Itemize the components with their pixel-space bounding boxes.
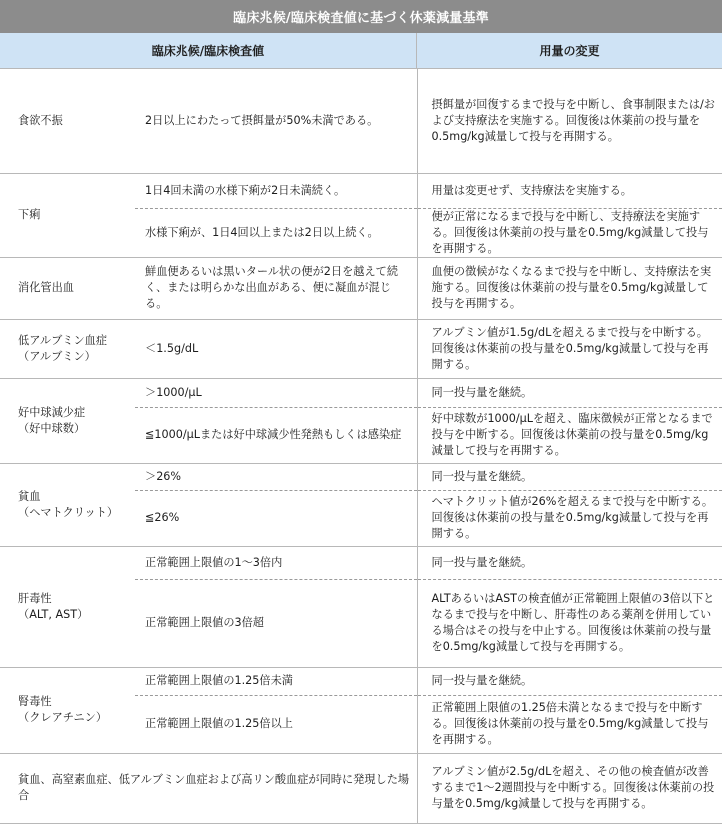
- table-row: [0, 463, 722, 490]
- category-cell: 食欲不振: [0, 69, 135, 173]
- action-cell: ALTあるいはASTの検査値が正常範囲上限値の3倍以下となるまで投与を中断し、肝毒性のある薬剤を併用している場合はその投与を中止する。回復後は休薬前の投与量を0.5mg/kg減量して投与を再開する。: [417, 579, 722, 667]
- condition-cell: 正常範囲上限値の1～3倍内: [135, 546, 417, 579]
- category-cell: 貧血 （ヘマトクリット）: [0, 463, 135, 546]
- action-cell: 同一投与量を継続。: [417, 378, 722, 407]
- action-cell: 同一投与量を継続。: [417, 463, 722, 490]
- table-row: [0, 753, 722, 823]
- action-cell: ヘマトクリット値が26%を超えるまで投与を中断する。回復後は休薬前の投与量を0.5mg/kg減量して投与を再開する。: [417, 490, 722, 546]
- action-cell: 同一投与量を継続。: [417, 546, 722, 579]
- category-cell: 低アルブミン血症 （アルブミン）: [0, 319, 135, 378]
- condition-cell: 正常範囲上限値の1.25倍以上: [135, 695, 417, 753]
- table-row: [0, 319, 722, 378]
- header-dose-change: 用量の変更: [539, 44, 600, 58]
- action-cell: 便が正常になるまで投与を中断し、支持療法を実施する。回復後は休薬前の投与量を0.5mg/kg減量して投与を再開する。: [417, 208, 722, 257]
- action-cell: 血便の徴候がなくなるまで投与を中断し、支持療法を実施する。回復後は休薬前の投与量を0.5mg/kg減量して投与を再開する。: [417, 257, 722, 319]
- category-cell: 下痢: [0, 173, 135, 257]
- action-cell: 同一投与量を継続。: [417, 667, 722, 695]
- table-header: [0, 33, 722, 69]
- category-cell: 肝毒性 （ALT, AST）: [0, 546, 135, 667]
- condition-cell: 正常範囲上限値の3倍超: [135, 579, 417, 667]
- condition-cell: ＜1.5g/dL: [135, 319, 417, 378]
- dose-reduction-table: [0, 69, 722, 824]
- category-cell: 腎毒性 （クレアチニン）: [0, 667, 135, 753]
- condition-cell: ≦26%: [135, 490, 417, 546]
- table-title: 臨床兆候/臨床検査値に基づく休薬減量基準: [0, 0, 722, 33]
- action-cell: アルブミン値が2.5g/dLを超え、その他の検査値が改善するまで1～2週間投与を中断する。回復後は休薬前の投与量を0.5mg/kg減量して投与を再開する。: [417, 753, 722, 823]
- condition-cell: ≦1000/μLまたは好中球減少性発熱もしくは感染症: [135, 407, 417, 463]
- action-cell: 摂餌量が回復するまで投与を中断し、食事制限または/および支持療法を実施する。回復後は休薬前の投与量を0.5mg/kg減量して投与を再開する。: [417, 69, 722, 173]
- action-cell: 用量は変更せず、支持療法を実施する。: [417, 173, 722, 208]
- condition-cell: 水様下痢が、1日4回以上または2日以上続く。: [135, 208, 417, 257]
- category-cell: 好中球減少症 （好中球数）: [0, 378, 135, 463]
- combined-condition-cell: 貧血、高窒素血症、低アルブミン血症および高リン酸血症が同時に発現した場合: [0, 753, 417, 823]
- condition-cell: ＞1000/μL: [135, 378, 417, 407]
- table-row: [0, 257, 722, 319]
- table-row: [0, 173, 722, 208]
- action-cell: 好中球数が1000/μLを超え、臨床徴候が正常となるまで投与を中断する。回復後は休薬前の投与量を0.5mg/kg減量して投与を再開する。: [417, 407, 722, 463]
- table-row: [0, 69, 722, 173]
- header-criteria: 臨床兆候/臨床検査値: [0, 33, 417, 68]
- condition-cell: ＞26%: [135, 463, 417, 490]
- condition-cell: 鮮血便あるいは黒いタール状の便が2日を越えて続く、または明らかな出血がある、便に凝血が混じる。: [135, 257, 417, 319]
- condition-cell: 1日4回未満の水様下痢が2日未満続く。: [135, 173, 417, 208]
- category-cell: 消化管出血: [0, 257, 135, 319]
- table-row: [0, 546, 722, 579]
- condition-cell: 正常範囲上限値の1.25倍未満: [135, 667, 417, 695]
- condition-cell: 2日以上にわたって摂餌量が50%未満である。: [135, 69, 417, 173]
- table-row: [0, 378, 722, 407]
- table-row: [0, 667, 722, 695]
- action-cell: アルブミン値が1.5g/dLを超えるまで投与を中断する。回復後は休薬前の投与量を0.5mg/kg減量して投与を再開する。: [417, 319, 722, 378]
- action-cell: 正常範囲上限値の1.25倍未満となるまで投与を中断する。回復後は休薬前の投与量を0.5mg/kg減量して投与を再開する。: [417, 695, 722, 753]
